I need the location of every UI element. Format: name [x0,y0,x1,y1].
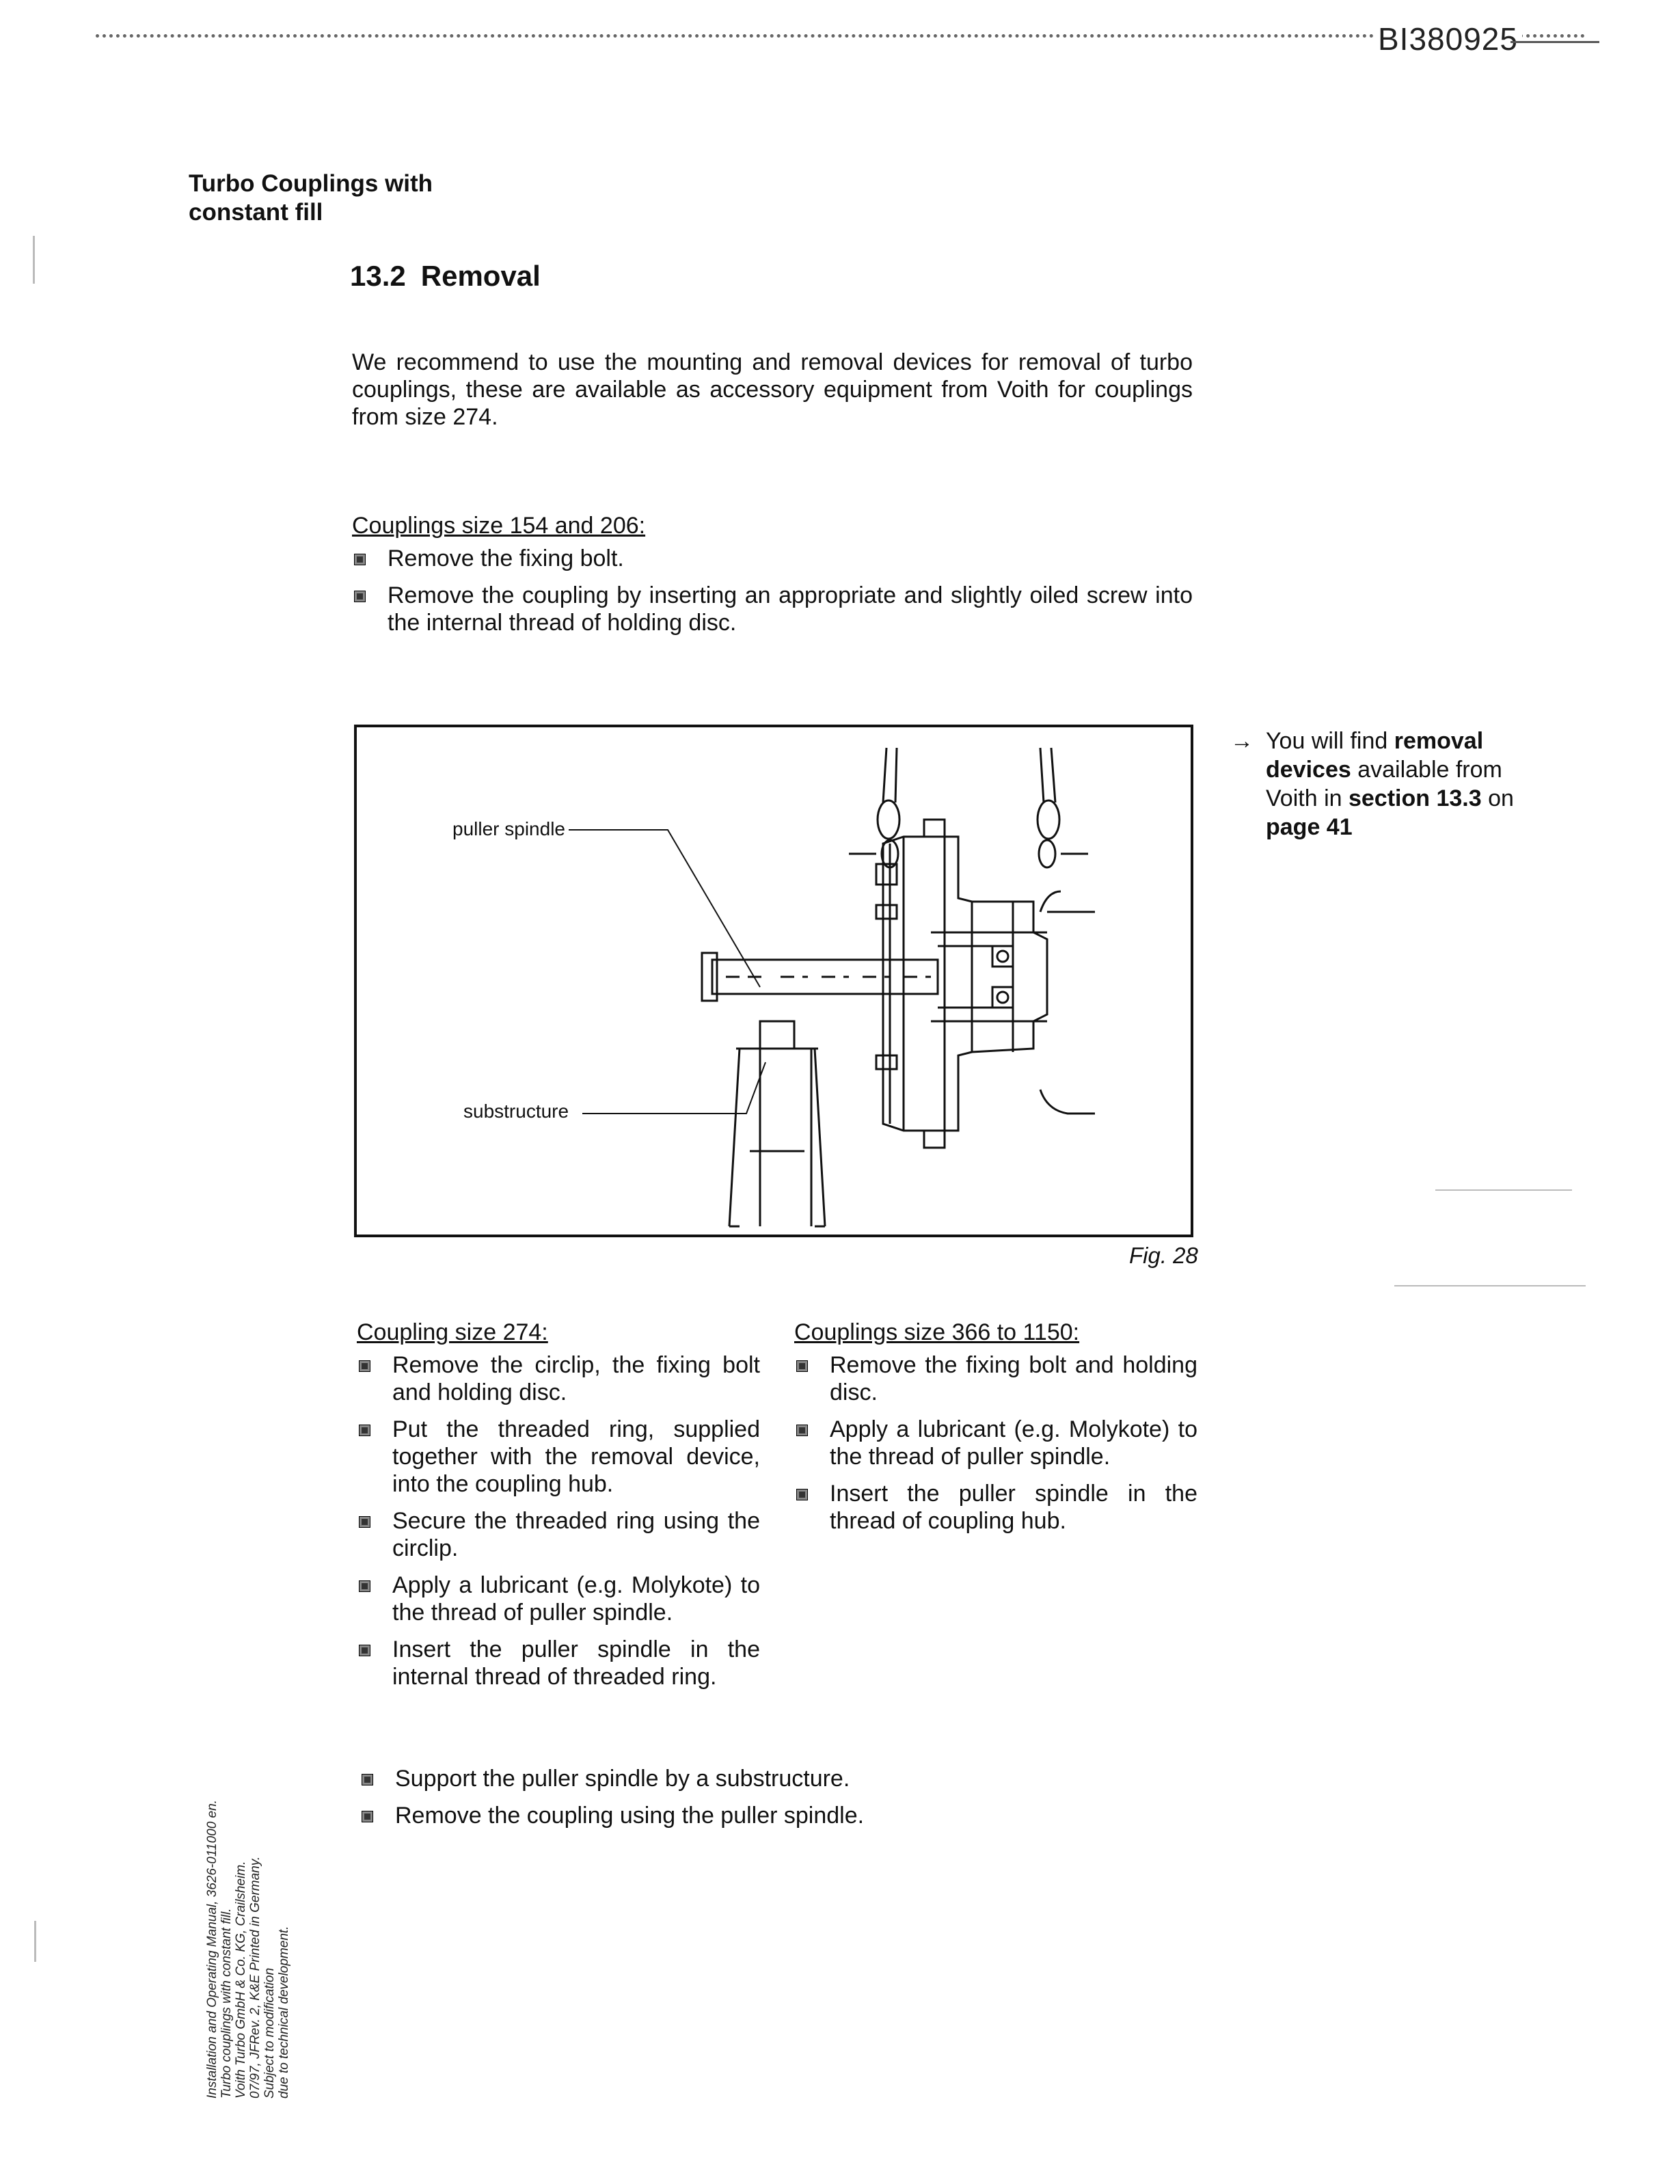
list-item: Support the puller spindle by a substructure. [360,1765,1200,1792]
note-text-part: You will find [1266,728,1394,754]
coupling-removal-drawing [357,727,1191,1235]
header-rule [96,34,1586,38]
size-274-heading: Coupling size 274: [357,1319,548,1345]
document-id: BI380925 [1374,21,1522,57]
size-366-block [794,1319,1197,1544]
footer-line: due to technical development. [277,1926,291,2099]
note-text [1230,727,1552,841]
list-item: Apply a lubricant (e.g. Molykote) to the thread of puller spindle. [357,1572,760,1626]
puller-spindle-label: puller spindle [452,818,565,839]
note-bold-section: section 13.3 [1348,785,1482,811]
note-bold-removal-devices: removal devices [1266,728,1484,783]
small-sizes-list [352,545,1193,636]
footer-line: Installation and Operating Manual, 3626-011000 en. [205,1800,219,2099]
arrow-icon: → [1230,728,1254,754]
section-title: Removal [420,260,541,292]
list-item: Remove the coupling using the puller spindle. [360,1802,1200,1829]
side-title [189,170,433,227]
size-366-list [794,1351,1197,1535]
side-title-line-2: constant fill [189,199,323,226]
cross-reference-note [1230,727,1552,841]
small-sizes-block [352,513,1193,646]
intro-paragraph: We recommend to use the mounting and removal devices for removal of turbo couplings, these are available as accessory equipment from Voith for couplings from size 274. [352,349,1193,430]
list-item: Remove the fixing bolt. [352,545,1193,572]
list-item: Insert the puller spindle in the thread of coupling hub. [794,1480,1197,1535]
size-274-block [357,1319,760,1700]
list-item: Insert the puller spindle in the internal thread of threaded ring. [357,1636,760,1690]
final-steps-block [360,1765,1200,1839]
size-274-list [357,1351,760,1690]
figure-frame [354,725,1193,1237]
note-text-part: on [1481,785,1514,811]
figure-caption: Fig. 28 [1129,1243,1198,1268]
footer-line: Subject to modification [262,1967,277,2099]
side-title-line-1: Turbo Couplings with [189,170,433,197]
list-item: Remove the fixing bolt and holding disc. [794,1351,1197,1406]
footer-imprint [205,1800,291,2099]
footer-line: Voith Turbo GmbH & Co. KG, Crailsheim. [234,1861,248,2099]
scan-mark [1394,1285,1586,1286]
scan-mark [33,236,35,284]
note-bold-page: page 41 [1266,814,1353,840]
small-sizes-heading: Couplings size 154 and 206: [352,513,646,539]
section-heading [350,260,556,293]
document-id-tail-line [1510,41,1599,43]
footer-line: 07/97, JFRev. 2, K&E Printed in Germany. [248,1856,262,2099]
final-steps-list [360,1765,1200,1829]
substructure-label: substructure [463,1101,569,1122]
list-item: Secure the threaded ring using the circlip. [357,1507,760,1562]
section-number: 13.2 [350,260,406,292]
footer-line: Turbo couplings with constant fill. [219,1908,234,2099]
scan-mark [34,1921,36,1962]
note-text-part: available from Voith in [1266,757,1502,811]
list-item: Apply a lubricant (e.g. Molykote) to the thread of puller spindle. [794,1416,1197,1470]
list-item: Put the threaded ring, supplied together with the removal device, into the coupling hub. [357,1416,760,1498]
list-item: Remove the circlip, the fixing bolt and holding disc. [357,1351,760,1406]
list-item: Remove the coupling by inserting an appropriate and slightly oiled screw into the internal thread of holding disc. [352,582,1193,636]
scan-mark [1435,1189,1572,1191]
size-366-heading: Couplings size 366 to 1150: [794,1319,1080,1345]
